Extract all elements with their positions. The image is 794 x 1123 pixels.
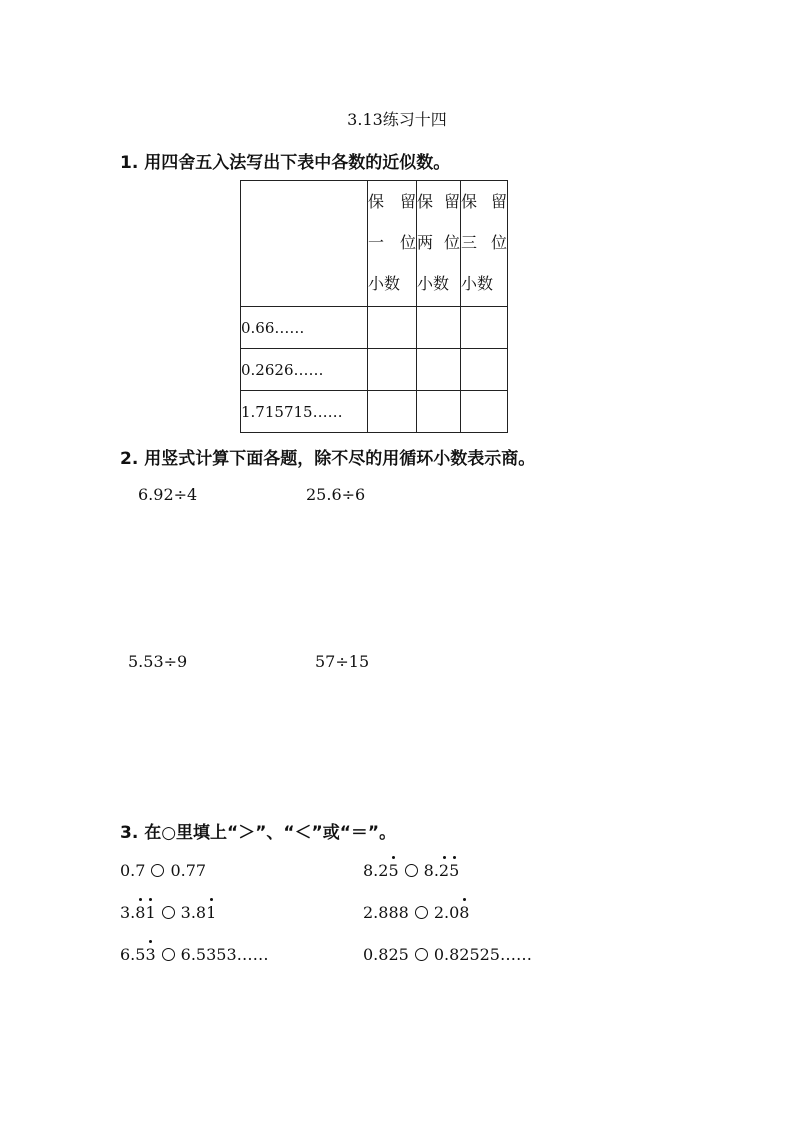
question-1-heading: 1. 用四舍五入法写出下表中各数的近似数。 [120, 153, 451, 173]
header-one-decimal [368, 181, 417, 307]
left-number: 0.825 [363, 945, 409, 964]
division-problem: 6.92÷4 [138, 485, 198, 504]
table-row [241, 391, 508, 433]
compare-circle-icon[interactable] [415, 948, 428, 961]
right-number: 0.77 [170, 861, 207, 880]
header-line: 一 位 [368, 233, 416, 252]
compare-circle-icon[interactable] [162, 906, 175, 919]
row-number-label: 0.2626…… [241, 349, 368, 391]
question-3-heading: 3. 在○里填上“＞”、“＜”或“＝”。 [120, 823, 397, 843]
answer-cell[interactable] [461, 391, 508, 433]
division-problem: 25.6÷6 [306, 485, 366, 504]
answer-cell[interactable] [368, 349, 417, 391]
approximation-table [240, 180, 508, 433]
header-line: 小数 [368, 274, 401, 293]
division-problem: 5.53÷9 [128, 652, 188, 671]
comparison-item [120, 945, 269, 964]
header-line: 小数 [417, 274, 450, 293]
compare-circle-icon[interactable] [162, 948, 175, 961]
answer-cell[interactable] [461, 349, 508, 391]
answer-cell[interactable] [368, 391, 417, 433]
comparison-item [363, 945, 532, 964]
answer-cell[interactable] [417, 349, 461, 391]
comparison-item [363, 861, 459, 880]
answer-cell[interactable] [417, 391, 461, 433]
answer-cell[interactable] [461, 307, 508, 349]
header-line: 保 留 [368, 192, 416, 211]
header-line: 三 位 [461, 233, 507, 252]
left-number: 8.25 [363, 861, 399, 880]
header-line: 两 位 [417, 233, 460, 252]
table-header-row [241, 181, 508, 307]
comparison-item [120, 903, 216, 922]
left-number: 6.53 [120, 945, 156, 964]
right-number: 8.25 [423, 861, 460, 880]
right-number: 3.81 [180, 903, 217, 922]
table-row [241, 307, 508, 349]
header-line: 保 留 [461, 192, 507, 211]
answer-cell[interactable] [417, 307, 461, 349]
comparison-item [363, 903, 469, 922]
left-number: 3.81 [120, 903, 156, 922]
header-two-decimals [417, 181, 461, 307]
header-three-decimals [461, 181, 508, 307]
left-number: 0.7 [120, 861, 146, 880]
right-number: 2.08 [433, 903, 470, 922]
compare-circle-icon[interactable] [415, 906, 428, 919]
answer-cell[interactable] [368, 307, 417, 349]
right-number: 0.82525…… [433, 945, 532, 964]
compare-circle-icon[interactable] [151, 864, 164, 877]
header-line: 小数 [461, 274, 494, 293]
header-line: 保 留 [417, 192, 460, 211]
page-title: 3.13练习十四 [347, 110, 447, 129]
question-2-heading: 2. 用竖式计算下面各题，除不尽的用循环小数表示商。 [120, 449, 536, 469]
division-problem: 57÷15 [315, 652, 370, 671]
table-corner-cell [241, 181, 368, 307]
left-number: 2.888 [363, 903, 409, 922]
comparison-item [120, 861, 206, 880]
row-number-label: 1.715715…… [241, 391, 368, 433]
row-number-label: 0.66…… [241, 307, 368, 349]
table-row [241, 349, 508, 391]
compare-circle-icon[interactable] [405, 864, 418, 877]
right-number: 6.5353…… [180, 945, 269, 964]
